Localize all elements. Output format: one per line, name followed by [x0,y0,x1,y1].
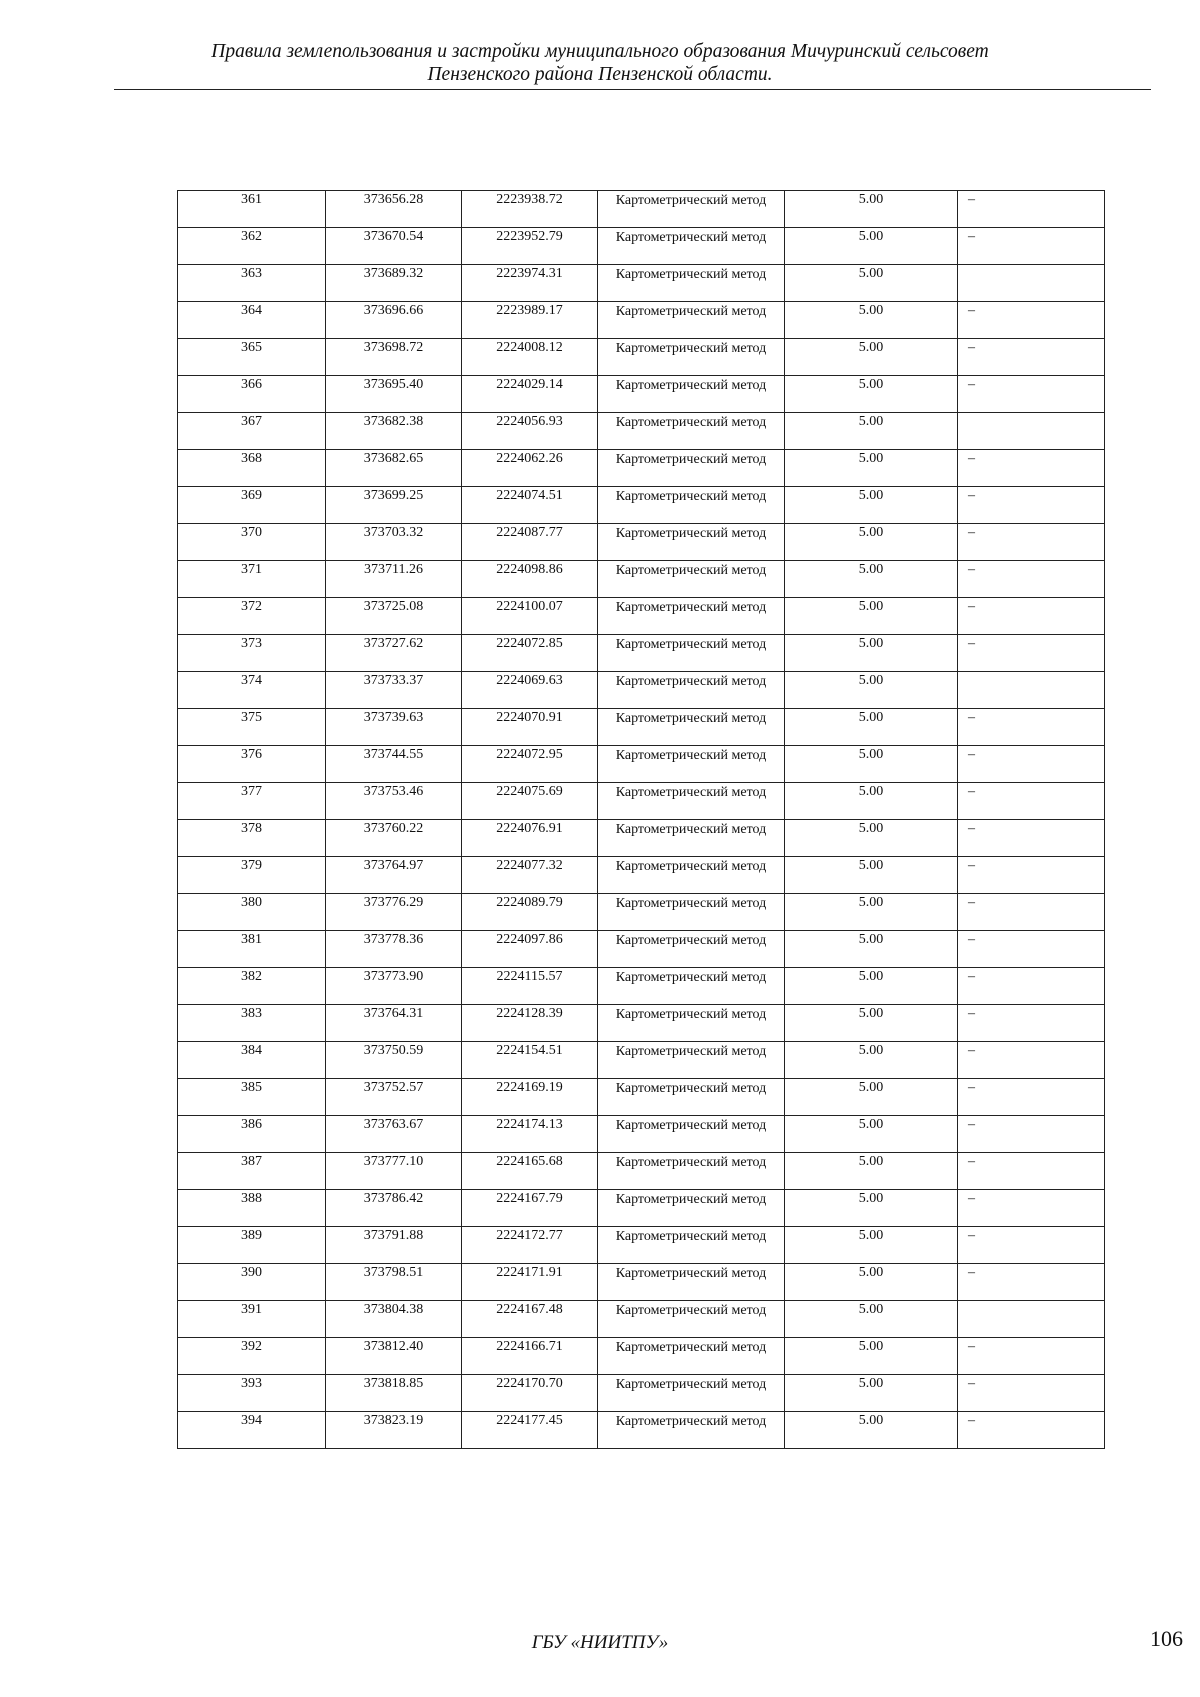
y-coordinate-cell: 2224165.68 [462,1153,598,1190]
note-cell: – [958,1005,1105,1042]
x-coordinate-cell: 373733.37 [326,672,462,709]
note-cell: – [958,1079,1105,1116]
precision-cell: 5.00 [785,302,958,339]
header-divider [114,89,1151,90]
table-row [178,746,1105,783]
x-coordinate-cell: 373682.65 [326,450,462,487]
precision-cell: 5.00 [785,561,958,598]
point-number-cell: 377 [178,783,326,820]
x-coordinate-cell: 373698.72 [326,339,462,376]
point-number-cell: 373 [178,635,326,672]
point-number-cell: 361 [178,191,326,228]
note-cell: – [958,339,1105,376]
point-number-cell: 394 [178,1412,326,1449]
table-row [178,635,1105,672]
point-number-cell: 369 [178,487,326,524]
table-row [178,1264,1105,1301]
x-coordinate-cell: 373764.31 [326,1005,462,1042]
table-row [178,1079,1105,1116]
x-coordinate-cell: 373689.32 [326,265,462,302]
x-coordinate-cell: 373699.25 [326,487,462,524]
point-number-cell: 370 [178,524,326,561]
note-cell: – [958,191,1105,228]
note-cell: – [958,524,1105,561]
table-row [178,709,1105,746]
note-cell: – [958,302,1105,339]
precision-cell: 5.00 [785,894,958,931]
point-number-cell: 392 [178,1338,326,1375]
note-cell [958,1301,1105,1338]
method-cell: Картометрический метод [598,1042,785,1079]
point-number-cell: 374 [178,672,326,709]
method-cell: Картометрический метод [598,413,785,450]
x-coordinate-cell: 373798.51 [326,1264,462,1301]
point-number-cell: 367 [178,413,326,450]
method-cell: Картометрический метод [598,1079,785,1116]
y-coordinate-cell: 2224098.86 [462,561,598,598]
x-coordinate-cell: 373725.08 [326,598,462,635]
y-coordinate-cell: 2224089.79 [462,894,598,931]
x-coordinate-cell: 373791.88 [326,1227,462,1264]
point-number-cell: 379 [178,857,326,894]
y-coordinate-cell: 2224029.14 [462,376,598,413]
note-cell: – [958,746,1105,783]
table-row [178,1190,1105,1227]
method-cell: Картометрический метод [598,1153,785,1190]
note-cell [958,265,1105,302]
point-number-cell: 387 [178,1153,326,1190]
note-cell: – [958,561,1105,598]
method-cell: Картометрический метод [598,894,785,931]
precision-cell: 5.00 [785,968,958,1005]
note-cell: – [958,376,1105,413]
point-number-cell: 364 [178,302,326,339]
point-number-cell: 376 [178,746,326,783]
precision-cell: 5.00 [785,598,958,635]
y-coordinate-cell: 2224077.32 [462,857,598,894]
method-cell: Картометрический метод [598,1190,785,1227]
method-cell: Картометрический метод [598,1301,785,1338]
point-number-cell: 378 [178,820,326,857]
precision-cell: 5.00 [785,1412,958,1449]
point-number-cell: 366 [178,376,326,413]
point-number-cell: 368 [178,450,326,487]
y-coordinate-cell: 2224174.13 [462,1116,598,1153]
x-coordinate-cell: 373682.38 [326,413,462,450]
precision-cell: 5.00 [785,1301,958,1338]
table-row [178,857,1105,894]
coordinates-table [177,190,1105,1449]
table-row [178,1412,1105,1449]
precision-cell: 5.00 [785,1005,958,1042]
precision-cell: 5.00 [785,1190,958,1227]
x-coordinate-cell: 373804.38 [326,1301,462,1338]
method-cell: Картометрический метод [598,1005,785,1042]
table-row [178,894,1105,931]
method-cell: Картометрический метод [598,339,785,376]
note-cell: – [958,1116,1105,1153]
note-cell: – [958,1375,1105,1412]
y-coordinate-cell: 2224172.77 [462,1227,598,1264]
precision-cell: 5.00 [785,450,958,487]
point-number-cell: 382 [178,968,326,1005]
method-cell: Картометрический метод [598,191,785,228]
method-cell: Картометрический метод [598,1412,785,1449]
note-cell: – [958,1412,1105,1449]
method-cell: Картометрический метод [598,450,785,487]
note-cell: – [958,931,1105,968]
point-number-cell: 393 [178,1375,326,1412]
method-cell: Картометрический метод [598,857,785,894]
y-coordinate-cell: 2224170.70 [462,1375,598,1412]
note-cell: – [958,1042,1105,1079]
y-coordinate-cell: 2224166.71 [462,1338,598,1375]
table-row [178,968,1105,1005]
x-coordinate-cell: 373656.28 [326,191,462,228]
table-row [178,487,1105,524]
x-coordinate-cell: 373764.97 [326,857,462,894]
table-row [178,1116,1105,1153]
point-number-cell: 363 [178,265,326,302]
note-cell: – [958,857,1105,894]
method-cell: Картометрический метод [598,709,785,746]
y-coordinate-cell: 2224171.91 [462,1264,598,1301]
x-coordinate-cell: 373703.32 [326,524,462,561]
method-cell: Картометрический метод [598,302,785,339]
precision-cell: 5.00 [785,931,958,968]
y-coordinate-cell: 2224056.93 [462,413,598,450]
y-coordinate-cell: 2224074.51 [462,487,598,524]
x-coordinate-cell: 373744.55 [326,746,462,783]
note-cell: – [958,820,1105,857]
note-cell: – [958,968,1105,1005]
x-coordinate-cell: 373670.54 [326,228,462,265]
precision-cell: 5.00 [785,1153,958,1190]
method-cell: Картометрический метод [598,598,785,635]
note-cell: – [958,894,1105,931]
precision-cell: 5.00 [785,191,958,228]
method-cell: Картометрический метод [598,968,785,1005]
point-number-cell: 390 [178,1264,326,1301]
table-row [178,524,1105,561]
precision-cell: 5.00 [785,672,958,709]
method-cell: Картометрический метод [598,820,785,857]
x-coordinate-cell: 373753.46 [326,783,462,820]
note-cell [958,413,1105,450]
table-row [178,450,1105,487]
note-cell: – [958,1264,1105,1301]
y-coordinate-cell: 2224115.57 [462,968,598,1005]
x-coordinate-cell: 373773.90 [326,968,462,1005]
point-number-cell: 385 [178,1079,326,1116]
table-row [178,1042,1105,1079]
note-cell: – [958,450,1105,487]
note-cell: – [958,487,1105,524]
y-coordinate-cell: 2223952.79 [462,228,598,265]
note-cell: – [958,1338,1105,1375]
precision-cell: 5.00 [785,228,958,265]
x-coordinate-cell: 373823.19 [326,1412,462,1449]
x-coordinate-cell: 373776.29 [326,894,462,931]
x-coordinate-cell: 373818.85 [326,1375,462,1412]
method-cell: Картометрический метод [598,635,785,672]
precision-cell: 5.00 [785,524,958,561]
note-cell: – [958,709,1105,746]
x-coordinate-cell: 373696.66 [326,302,462,339]
point-number-cell: 365 [178,339,326,376]
precision-cell: 5.00 [785,1079,958,1116]
table-row [178,1227,1105,1264]
header-line-2: Пензенского района Пензенской области. [427,64,773,85]
table-row [178,376,1105,413]
precision-cell: 5.00 [785,1338,958,1375]
point-number-cell: 388 [178,1190,326,1227]
point-number-cell: 391 [178,1301,326,1338]
note-cell: – [958,1227,1105,1264]
precision-cell: 5.00 [785,1227,958,1264]
table-row [178,1153,1105,1190]
note-cell: – [958,598,1105,635]
page-header [0,40,1200,86]
y-coordinate-cell: 2224070.91 [462,709,598,746]
precision-cell: 5.00 [785,820,958,857]
precision-cell: 5.00 [785,857,958,894]
y-coordinate-cell: 2224097.86 [462,931,598,968]
x-coordinate-cell: 373760.22 [326,820,462,857]
precision-cell: 5.00 [785,265,958,302]
coordinates-table-body [178,191,1105,1449]
y-coordinate-cell: 2224154.51 [462,1042,598,1079]
point-number-cell: 372 [178,598,326,635]
table-row [178,598,1105,635]
table-row [178,783,1105,820]
note-cell: – [958,783,1105,820]
y-coordinate-cell: 2224008.12 [462,339,598,376]
x-coordinate-cell: 373752.57 [326,1079,462,1116]
y-coordinate-cell: 2224076.91 [462,820,598,857]
method-cell: Картометрический метод [598,487,785,524]
x-coordinate-cell: 373786.42 [326,1190,462,1227]
y-coordinate-cell: 2224072.95 [462,746,598,783]
method-cell: Картометрический метод [598,376,785,413]
method-cell: Картометрический метод [598,1227,785,1264]
note-cell: – [958,228,1105,265]
y-coordinate-cell: 2224075.69 [462,783,598,820]
x-coordinate-cell: 373777.10 [326,1153,462,1190]
y-coordinate-cell: 2224069.63 [462,672,598,709]
precision-cell: 5.00 [785,487,958,524]
x-coordinate-cell: 373727.62 [326,635,462,672]
method-cell: Картометрический метод [598,524,785,561]
note-cell: – [958,1190,1105,1227]
y-coordinate-cell: 2224128.39 [462,1005,598,1042]
method-cell: Картометрический метод [598,746,785,783]
table-row [178,228,1105,265]
table-row [178,1301,1105,1338]
table-row [178,561,1105,598]
method-cell: Картометрический метод [598,1375,785,1412]
precision-cell: 5.00 [785,1264,958,1301]
header-line-1: Правила землепользования и застройки муниципального образования Мичуринский сельсовет [211,41,989,62]
y-coordinate-cell: 2224072.85 [462,635,598,672]
point-number-cell: 380 [178,894,326,931]
table-row [178,339,1105,376]
note-cell: – [958,635,1105,672]
note-cell: – [958,1153,1105,1190]
point-number-cell: 362 [178,228,326,265]
x-coordinate-cell: 373711.26 [326,561,462,598]
method-cell: Картометрический метод [598,1264,785,1301]
precision-cell: 5.00 [785,635,958,672]
x-coordinate-cell: 373695.40 [326,376,462,413]
precision-cell: 5.00 [785,1375,958,1412]
method-cell: Картометрический метод [598,561,785,598]
y-coordinate-cell: 2224087.77 [462,524,598,561]
x-coordinate-cell: 373750.59 [326,1042,462,1079]
y-coordinate-cell: 2224167.48 [462,1301,598,1338]
precision-cell: 5.00 [785,376,958,413]
precision-cell: 5.00 [785,783,958,820]
method-cell: Картометрический метод [598,228,785,265]
table-row [178,191,1105,228]
footer-organization: ГБУ «НИИТПУ» [531,1632,669,1653]
method-cell: Картометрический метод [598,672,785,709]
point-number-cell: 386 [178,1116,326,1153]
table-row [178,1338,1105,1375]
point-number-cell: 383 [178,1005,326,1042]
table-row [178,672,1105,709]
point-number-cell: 381 [178,931,326,968]
x-coordinate-cell: 373778.36 [326,931,462,968]
precision-cell: 5.00 [785,1042,958,1079]
precision-cell: 5.00 [785,709,958,746]
x-coordinate-cell: 373739.63 [326,709,462,746]
method-cell: Картометрический метод [598,1116,785,1153]
method-cell: Картометрический метод [598,931,785,968]
y-coordinate-cell: 2224167.79 [462,1190,598,1227]
y-coordinate-cell: 2223938.72 [462,191,598,228]
point-number-cell: 371 [178,561,326,598]
point-number-cell: 384 [178,1042,326,1079]
y-coordinate-cell: 2224177.45 [462,1412,598,1449]
note-cell [958,672,1105,709]
y-coordinate-cell: 2223989.17 [462,302,598,339]
precision-cell: 5.00 [785,339,958,376]
y-coordinate-cell: 2224062.26 [462,450,598,487]
point-number-cell: 375 [178,709,326,746]
method-cell: Картометрический метод [598,265,785,302]
x-coordinate-cell: 373763.67 [326,1116,462,1153]
table-row [178,265,1105,302]
method-cell: Картометрический метод [598,1338,785,1375]
table-row [178,1375,1105,1412]
table-row [178,820,1105,857]
table-row [178,413,1105,450]
table-row [178,931,1105,968]
x-coordinate-cell: 373812.40 [326,1338,462,1375]
table-row [178,1005,1105,1042]
y-coordinate-cell: 2224169.19 [462,1079,598,1116]
precision-cell: 5.00 [785,746,958,783]
method-cell: Картометрический метод [598,783,785,820]
y-coordinate-cell: 2224100.07 [462,598,598,635]
point-number-cell: 389 [178,1227,326,1264]
precision-cell: 5.00 [785,1116,958,1153]
table-row [178,302,1105,339]
y-coordinate-cell: 2223974.31 [462,265,598,302]
precision-cell: 5.00 [785,413,958,450]
page-number: 106 [1150,1626,1183,1651]
